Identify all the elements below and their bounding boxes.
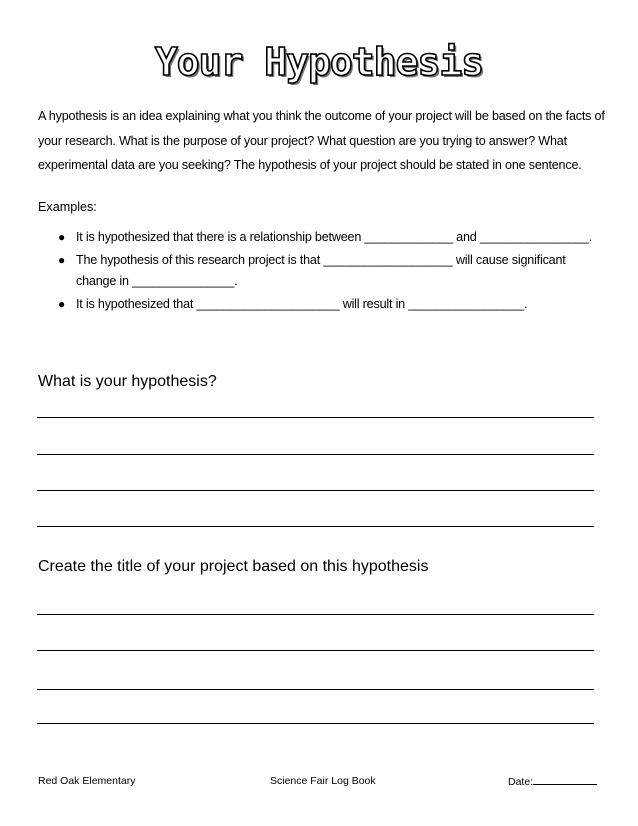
example-text: It is hypothesized that there is a relationship between _____________ and ________________. [76,230,593,244]
bullet-icon: ● [58,253,66,267]
hypothesis-answer-line[interactable] [37,454,594,455]
list-item [38,294,598,315]
date-field[interactable] [533,774,597,785]
examples-label: Examples: [38,200,97,214]
title-answer-line[interactable] [37,689,594,690]
title-answer-line[interactable] [37,723,594,724]
example-text: The hypothesis of this research project is that ___________________ will cause significant change in _______________. [76,253,566,288]
title-question: Create the title of your project based on this hypothesis [38,558,429,575]
intro-paragraph: A hypothesis is an idea explaining what you think the outcome of your project will be based on the facts of your research. What is the purpose of your project? What question are you trying to answer? What experimental data are you seeking? The hypothesis of your project should be stated in one sentence. [38,109,605,172]
hypothesis-answer-line[interactable] [37,417,594,418]
examples-list [38,227,598,317]
bullet-icon: ● [58,296,66,311]
footer-book-title: Science Fair Log Book [270,775,376,787]
footer-school: Red Oak Elementary [38,775,136,787]
hypothesis-answer-line[interactable] [37,490,594,491]
title-answer-line[interactable] [37,650,594,651]
example-text: It is hypothesized that _____________________ will result in _________________. [76,296,528,311]
footer-date [508,774,597,789]
hypothesis-question: What is your hypothesis? [38,373,217,390]
list-item [38,250,598,291]
bullet-icon: ● [58,230,66,244]
list-item [38,227,598,248]
date-label: Date: [508,776,534,788]
hypothesis-answer-line[interactable] [37,526,594,527]
title-answer-line[interactable] [37,614,594,615]
page-title: Your Hypothesis [154,40,484,84]
